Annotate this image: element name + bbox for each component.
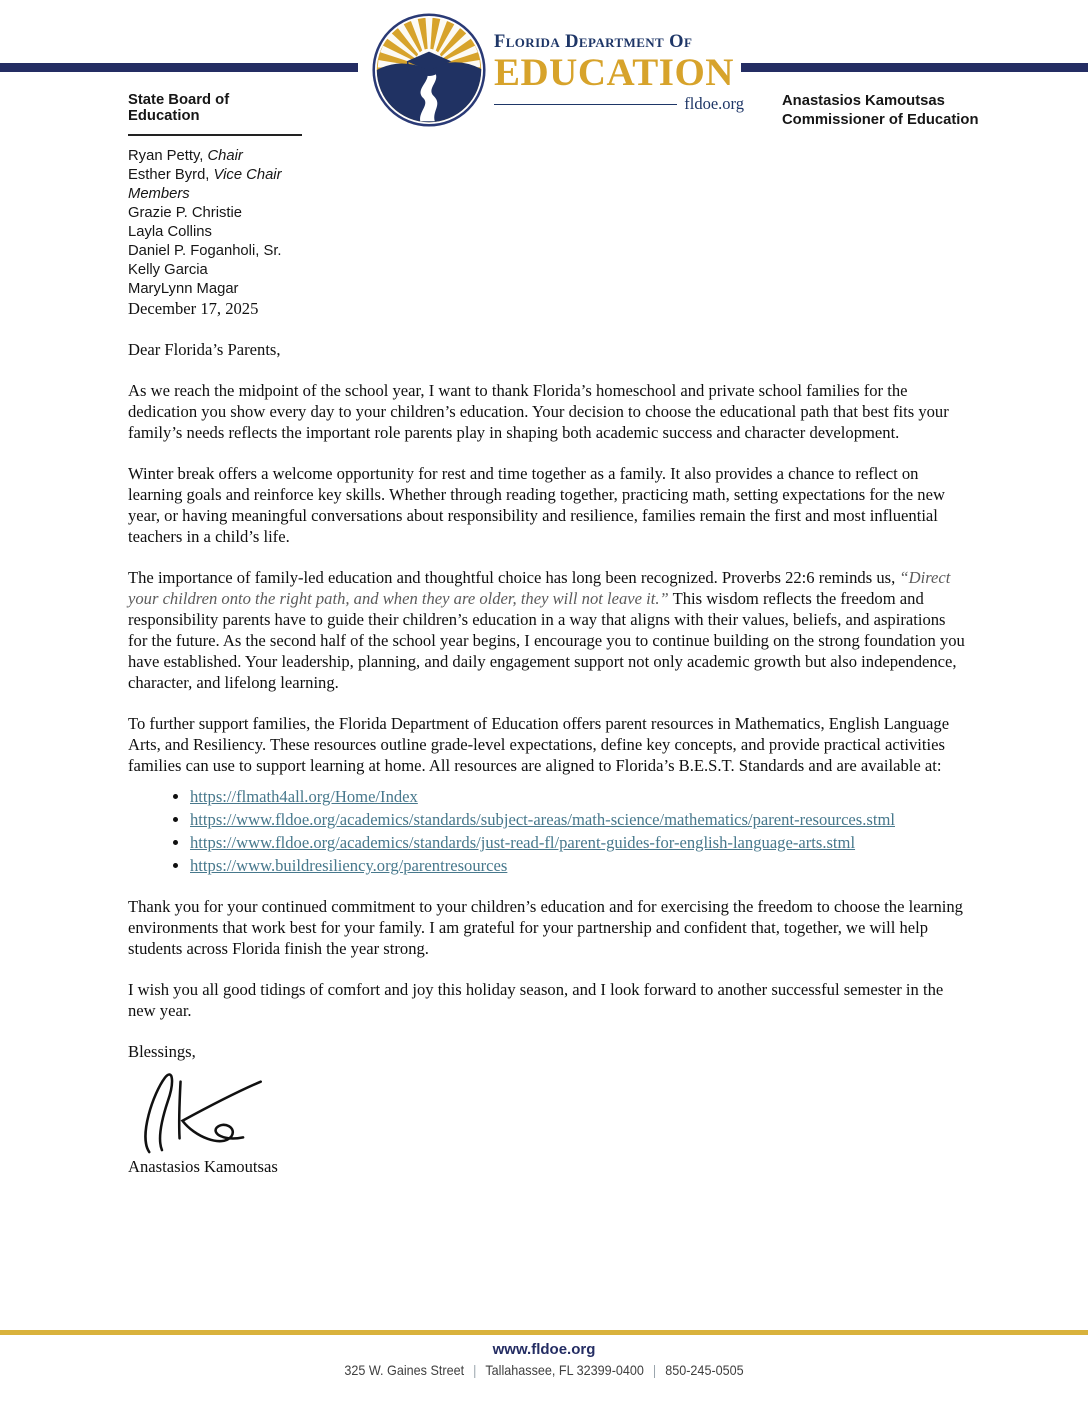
resource-link-math-parent-resources[interactable]: https://www.fldoe.org/academics/standards/subject-areas/math-science/mathematics/parent-resources.stml <box>190 810 895 829</box>
list-item <box>190 786 966 807</box>
resource-link-buildresiliency[interactable]: https://www.buildresiliency.org/parentresources <box>190 856 508 875</box>
letter-paragraph-3 <box>128 567 966 693</box>
board-member <box>128 261 302 280</box>
commissioner-title: Commissioner of Education <box>782 112 979 128</box>
footer-separator: | <box>473 1362 477 1378</box>
board-member <box>128 166 302 185</box>
fldoe-logo <box>371 12 744 128</box>
letter-paragraph-1: As we reach the midpoint of the school year, I want to thank Florida’s homeschool and private school families for the dedication you show every day to your children’s education. Your decision to choose the educational path that best fits your family’s needs reflects the important role parents play in shaping both academic success and character development. <box>128 381 949 442</box>
member-name: Grazie P. Christie <box>128 205 243 221</box>
header-rule-left <box>0 63 358 72</box>
letter-date: December 17, 2025 <box>128 299 259 318</box>
commissioner-block <box>782 92 979 130</box>
letter-body <box>128 298 966 1197</box>
member-name: MaryLynn Magar <box>128 281 239 297</box>
logo-rule <box>494 104 677 105</box>
letter-paragraph-2: Winter break offers a welcome opportunity for rest and time together as a family. It also provides a chance to reflect on learning goals and reinforce key skills. Whether through reading together, practicing math, setting expectations for the new year, or having meaningful conversations about responsibility and resilience, families remain the first and most influential teachers in a child’s life. <box>128 464 945 546</box>
footer-city: Tallahassee, FL 32399-0400 <box>485 1362 644 1378</box>
header-rule-right <box>741 63 1088 72</box>
signature-icon <box>134 1066 274 1154</box>
resource-links-list <box>128 786 966 876</box>
footer-street: 325 W. Gaines Street <box>344 1362 465 1378</box>
p3-text: The importance of family-led education and thoughtful choice has long been recognized. Proverbs 22:6 reminds us, <box>128 568 900 587</box>
member-name: Layla Collins <box>128 224 212 240</box>
signature-name: Anastasios Kamoutsas <box>128 1157 278 1176</box>
fldoe-seal-icon <box>371 12 487 128</box>
member-name: Kelly Garcia <box>128 262 208 278</box>
member-role: Chair <box>207 148 243 164</box>
list-item <box>190 855 966 876</box>
proverbs-quote: “Direct your children onto the right path, and when they are older, they will not leave it.” <box>128 568 951 608</box>
letter-closing: Blessings, <box>128 1042 196 1061</box>
board-member <box>128 223 302 242</box>
member-name: Ryan Petty, <box>128 148 208 164</box>
p3-text: This wisdom reflects the freedom and responsibility parents have to guide their children’s education in a way that aligns with their values, beliefs, and aspirations for the future. As the second half of the school year begins, I encourage you to continue building on the strong foundation you have established. Your leadership, planning, and daily engagement support not only academic growth but also independence, character, and lifelong learning. <box>128 589 965 692</box>
member-role: Members <box>128 186 190 202</box>
state-board-title: State Board of Education <box>128 92 302 136</box>
board-member <box>128 147 302 166</box>
member-role: Vice Chair <box>213 167 282 183</box>
footer <box>0 1341 1088 1378</box>
resource-link-flmath4all[interactable]: https://flmath4all.org/Home/Index <box>190 787 418 806</box>
letter-salutation: Dear Florida’s Parents, <box>128 340 281 359</box>
fldoe-logo-text <box>494 12 744 114</box>
board-member <box>128 280 302 299</box>
footer-gold-rule <box>0 1330 1088 1335</box>
member-name: Daniel P. Foganholi, Sr. <box>128 243 282 259</box>
logo-line1: Florida Department Of <box>494 32 693 52</box>
footer-separator: | <box>652 1362 657 1378</box>
logo-line2: EDUCATION <box>494 51 734 94</box>
letter-paragraph-6: I wish you all good tidings of comfort and joy this holiday season, and I look forward to another successful semester in the new year. <box>128 980 944 1020</box>
letter-paragraph-5: Thank you for your continued commitment to your children’s education and for exercising the freedom to choose the learning environments that work best for your family. I am grateful for your partnership and confident that, together, we will help students across Florida finish the year strong. <box>128 897 963 958</box>
footer-phone: 850-245-0505 <box>665 1362 744 1378</box>
footer-website: www.fldoe.org <box>492 1341 596 1358</box>
logo-website: fldoe.org <box>684 94 744 113</box>
board-member <box>128 185 302 204</box>
resource-link-ela-parent-guides[interactable]: https://www.fldoe.org/academics/standards/just-read-fl/parent-guides-for-english-language-arts.stml <box>190 833 856 852</box>
list-item <box>190 809 966 830</box>
commissioner-name: Anastasios Kamoutsas <box>782 93 945 109</box>
list-item <box>190 832 966 853</box>
footer-address <box>54 1362 1033 1378</box>
letter-paragraph-4: To further support families, the Florida Department of Education offers parent resources in Mathematics, English Language Arts, and Resiliency. These resources outline grade-level expectations, define key concepts, and provide practical activities families can use to support learning at home. All resources are aligned to Florida’s B.E.S.T. Standards and are available at: <box>128 714 950 775</box>
board-member <box>128 204 302 223</box>
board-member <box>128 242 302 261</box>
state-board-block <box>128 92 302 299</box>
member-name: Esther Byrd, <box>128 167 214 183</box>
